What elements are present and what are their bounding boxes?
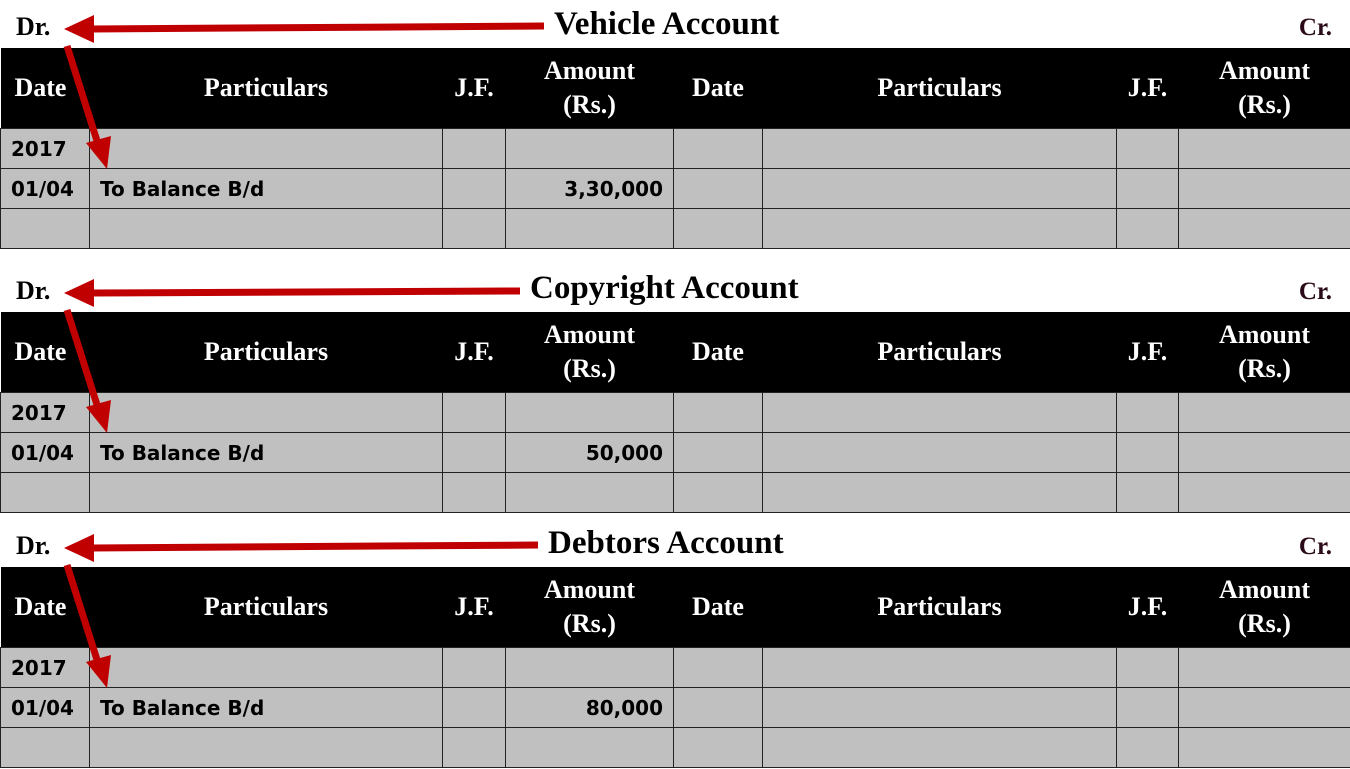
cr-date-header: Date (674, 567, 763, 648)
account-title: Copyright Account (530, 270, 799, 307)
year-cell: 2017 (1, 648, 90, 688)
entry-row (1, 688, 1350, 728)
cr-date-header: Date (674, 48, 763, 129)
cr-amount-header: Amount (Rs.) (1179, 48, 1350, 129)
cr-jf-header: J.F. (1117, 312, 1179, 393)
year-row (1, 393, 1350, 433)
ledger-copyright-account (0, 264, 1350, 513)
dr-date-header: Date (1, 312, 90, 393)
ledger-debtors-account (0, 519, 1350, 768)
dr-amount-header: Amount (Rs.) (506, 312, 674, 393)
year-row (1, 648, 1350, 688)
account-title: Vehicle Account (554, 6, 779, 43)
cr-jf-header: J.F. (1117, 567, 1179, 648)
ledger-table (0, 567, 1350, 768)
blank-row (1, 209, 1350, 249)
entry-amount: 3,30,000 (506, 169, 674, 209)
blank-row (1, 473, 1350, 513)
ledger-title-bar (0, 519, 1350, 567)
ledger-table (0, 312, 1350, 513)
dr-amount-header: Amount (Rs.) (506, 567, 674, 648)
entry-date: 01/04 (1, 433, 90, 473)
entry-amount: 50,000 (506, 433, 674, 473)
cr-particulars-header: Particulars (763, 567, 1117, 648)
dr-jf-header: J.F. (443, 312, 506, 393)
cr-amount-header: Amount (Rs.) (1179, 312, 1350, 393)
dr-particulars-header: Particulars (90, 312, 443, 393)
debit-label: Dr. (16, 531, 50, 561)
year-cell: 2017 (1, 393, 90, 433)
credit-label: Cr. (1299, 278, 1332, 306)
dr-date-header: Date (1, 48, 90, 129)
credit-label: Cr. (1299, 533, 1332, 561)
entry-row (1, 433, 1350, 473)
account-title: Debtors Account (548, 525, 784, 562)
dr-particulars-header: Particulars (90, 48, 443, 129)
cr-jf-header: J.F. (1117, 48, 1179, 129)
cr-particulars-header: Particulars (763, 48, 1117, 129)
debit-label: Dr. (16, 276, 50, 306)
ledger-title-bar (0, 0, 1350, 48)
year-cell: 2017 (1, 129, 90, 169)
header-row (1, 48, 1350, 129)
cr-amount-header: Amount (Rs.) (1179, 567, 1350, 648)
entry-particulars: To Balance B/d (90, 688, 443, 728)
ledger-title-bar (0, 264, 1350, 312)
debit-label: Dr. (16, 12, 50, 42)
entry-date: 01/04 (1, 169, 90, 209)
dr-particulars-header: Particulars (90, 567, 443, 648)
ledger-table (0, 48, 1350, 249)
entry-amount: 80,000 (506, 688, 674, 728)
entry-particulars: To Balance B/d (90, 433, 443, 473)
ledger-vehicle-account (0, 0, 1350, 249)
dr-date-header: Date (1, 567, 90, 648)
blank-row (1, 728, 1350, 768)
header-row (1, 567, 1350, 648)
cr-date-header: Date (674, 312, 763, 393)
header-row (1, 312, 1350, 393)
cr-particulars-header: Particulars (763, 312, 1117, 393)
credit-label: Cr. (1299, 14, 1332, 42)
dr-jf-header: J.F. (443, 567, 506, 648)
entry-row (1, 169, 1350, 209)
year-row (1, 129, 1350, 169)
entry-particulars: To Balance B/d (90, 169, 443, 209)
dr-amount-header: Amount (Rs.) (506, 48, 674, 129)
dr-jf-header: J.F. (443, 48, 506, 129)
entry-date: 01/04 (1, 688, 90, 728)
